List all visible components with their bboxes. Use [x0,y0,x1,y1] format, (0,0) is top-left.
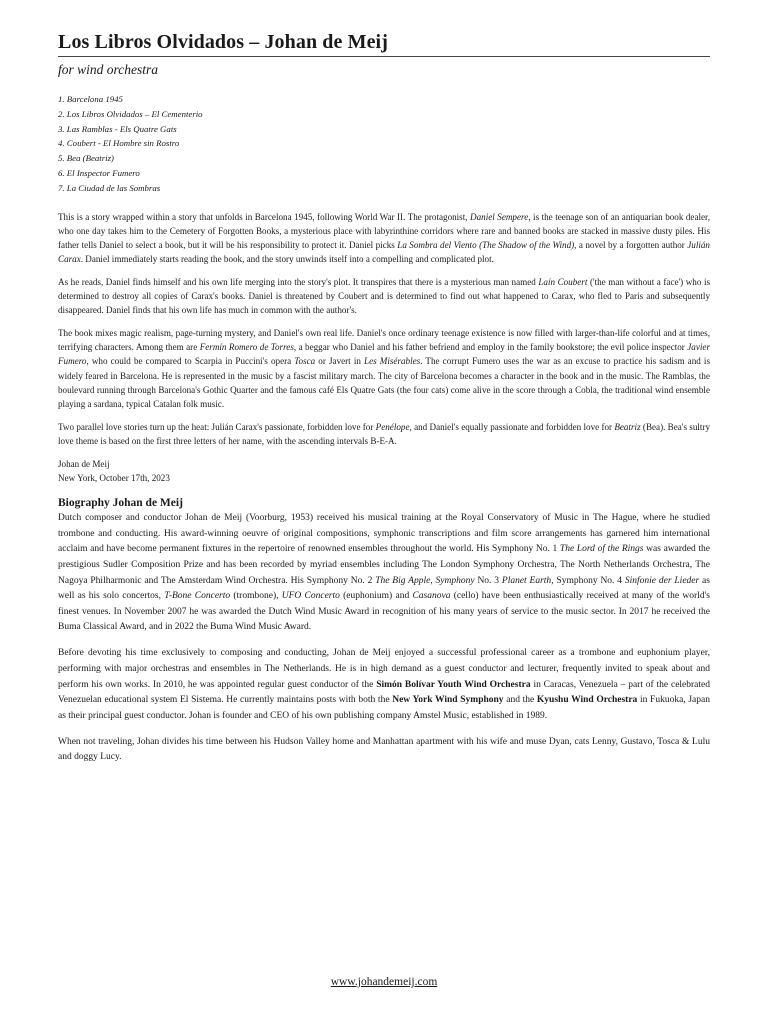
bio-paragraph-3: When not traveling, Johan divides his time between his Hudson Valley home and Manhattan apartment with his wife and muse Dyan, cats Lenny, Gustavo, Tosca & Lulu and doggy Lucy. [58,736,710,763]
biography-heading: Biography Johan de Meij [58,497,183,510]
signature-place-date: New York, October 17th, 2023 [58,473,170,484]
movement-item: 5. Bea (Beatriz) [58,153,114,164]
program-paragraph-1: This is a story wrapped within a story that unfolds in Barcelona 1945, following World War II. The protagonist, Daniel Sempere, is the teenage son of an antiquarian book dealer, who one day takes him to the Cemetery of Forgotten Books, a mysterious place with labyrinthine corridors where rare and banned books are stacked in massive dusty piles. His father tells Daniel to select a book, but it will be his responsibility to protect it. Daniel picks La Sombra del Viento (The Shadow of the Wind), a novel by a forgotten author Julián Carax. Daniel immediately starts reading the book, and the story unwinds itself into a compelling and complicated plot. [58,211,710,264]
biography-text [58,511,710,766]
subtitle: for wind orchestra [58,62,159,77]
signature-name: Johan de Meij [58,458,110,469]
movement-item: 3. Las Ramblas - Els Quatre Gats [58,123,177,134]
page-title: Los Libros Olvidados – Johan de Meij [58,30,710,57]
movement-item: 6. El Inspector Fumero [58,167,140,178]
program-notes [58,210,710,448]
movement-list [58,92,710,196]
program-paragraph-2: As he reads, Daniel finds himself and his own life merging into the story's plot. It transpires that there is a mysterious man named Laín Coubert ('the man without a face') who is determined to destroy all copies of Carax's books. Daniel is threatened by Coubert and is determined to find out what happened to Carax, who fled to Paris and subsequently disappeared. Daniel finds that his own life has much in common with the author's. [58,276,711,316]
movement-item: 2. Los Libros Olvidados – El Cementerio [58,108,203,119]
movement-item: 4. Coubert - El Hombre sin Rostro [58,138,180,149]
bio-paragraph-1: Dutch composer and conductor Johan de Meij (Voorburg, 1953) received his musical training at the Royal Conservatory of Music in The Hague, where he studied trombone and conducting. His award-winning oeuvre of original compositions, symphonic transcriptions and film score arrangements has garnered him international acclaim and have become permanent fixtures in the repertoire of renowned ensembles throughout the world. His Symphony No. 1 The Lord of the Rings was awarded the prestigious Sudler Composition Prize and has been recorded by myriad ensembles including The London Symphony Orchestra, The North Netherlands Orchestra, The Nagoya Philharmonic and The Amsterdam Wind Orchestra. His Symphony No. 2 The Big Apple, Symphony No. 3 Planet Earth, Symphony No. 4 Sinfonie der Lieder as well as his solo concertos, T-Bone Concerto (trombone), UFO Concerto (euphonium) and Casanova (cello) have been enthusiastically received at many of the world's finest venues. In November 2007 he was awarded the Dutch Wind Music Award in recognition of his many years of service to the music sector. In 2017 he received the Buma Classical Award, and in 2022 the Buma Wind Music Award. [58,513,711,633]
program-paragraph-3: The book mixes magic realism, page-turning mystery, and Daniel's own real life. Daniel's once ordinary teenage existence is now filled with larger-than-life colorful and at times, terrifying characters. Among them are Fermín Romero de Torres, a beggar who Daniel and his father befriend and employ in the family bookstore; the evil police inspector Javier Fumero, who could be compared to Scarpia in Puccini's opera Tosca or Javert in Les Misérables. The corrupt Fumero uses the war as an excuse to practice his sadism and is widely feared in Barcelona. He is represented in the music by a fascist military march. The city of Barcelona becomes a character in the book and in the music. The Ramblas, the boulevard running through Barcelona's Gothic Quarter and the famous café Els Quatre Gats (the four cats) come alive in the score through a Cobla, the traditional wind ensemble playing a sardana, typical Catalan folk music. [58,328,710,409]
movement-item: 1. Barcelona 1945 [58,94,123,104]
program-paragraph-4: Two parallel love stories turn up the heat: Julián Carax's passionate, forbidden love for Penélope, and Daniel's equally passionate and forbidden love for Beatriz (Bea). Bea's sultry love theme is based on the first three letters of her name, with the ascending intervals B-E-A. [58,421,710,446]
movement-item: 7. La Ciudad de las Sombras [58,182,161,193]
signature [58,457,710,485]
footer [0,976,768,988]
bio-paragraph-2: Before devoting his time exclusively to composing and conducting, Johan de Meij enjoyed a successful professional career as a trombone and euphonium player, performing with major orchestras and ensembles in The Netherlands. He is in high demand as a guest conductor and lecturer, frequently invited to speak about and perform his own works. In 2010, he was appointed regular guest conductor of the Simón Bolívar Youth Wind Orchestra in Caracas, Venezuela – part of the celebrated Venezuelan educational system El Sistema. He currently maintains posts with both the New York Wind Symphony and the Kyushu Wind Orchestra in Fukuoka, Japan as their principal guest conductor. Johan is founder and CEO of his own publishing company Amstel Music, established in 1989. [58,648,711,721]
document-page [58,30,710,777]
website-link[interactable]: www.johandemeij.com [330,976,438,988]
